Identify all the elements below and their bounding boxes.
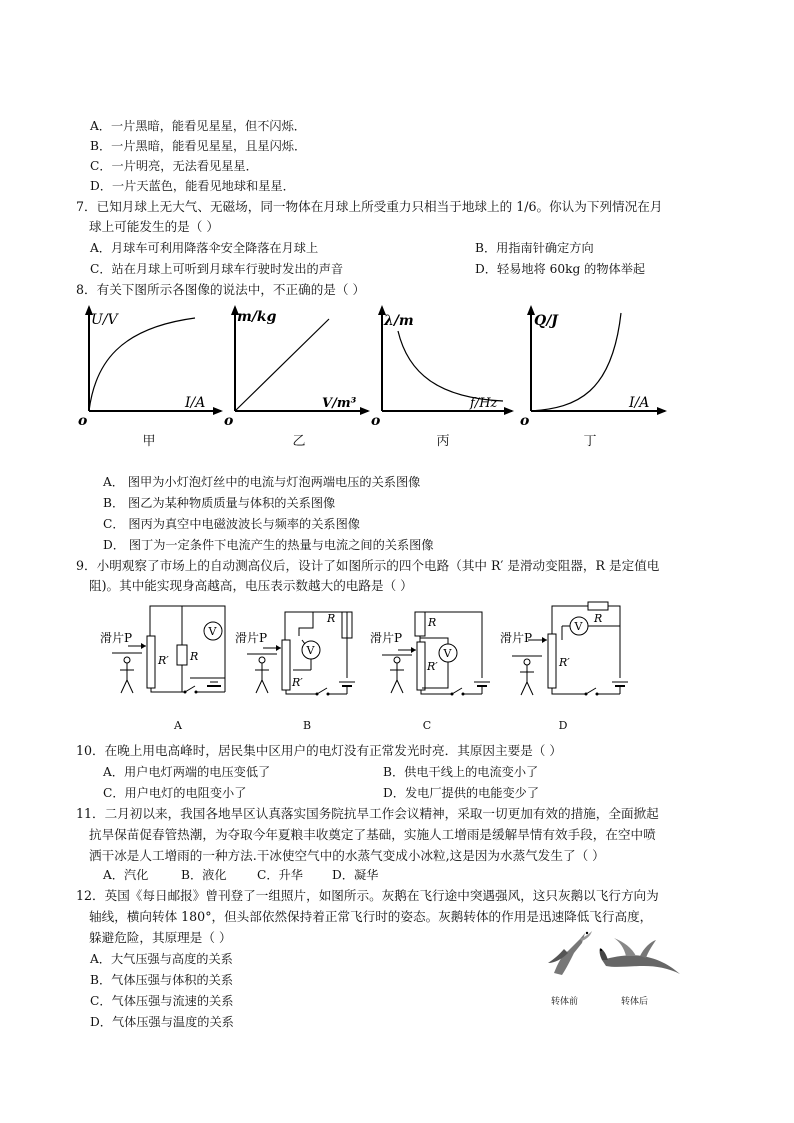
graph-jia-caption: 甲 <box>142 434 156 449</box>
circuit-a-caption: A <box>174 719 182 732</box>
graph-jia-x-label: I/A <box>185 395 206 411</box>
q11-option-d: D．凝华 <box>332 868 379 882</box>
circuit-c-slider: 滑片P <box>370 631 403 645</box>
circuit-b-caption: B <box>302 719 312 732</box>
q11-stem: 11．二月初以来，我国各地旱区认真落实国务院抗旱工作会议精神，采取一切更加有效的措施，全面掀起 <box>76 806 659 821</box>
circuit-d-caption: D <box>558 719 568 732</box>
q10-option-d: D．发电厂提供的电能变少了 <box>383 786 540 800</box>
circuit-d <box>500 600 630 700</box>
q12-option-a: A．大气压强与高度的关系 <box>90 952 233 966</box>
q10-option-c: C．用户电灯的电阻变小了 <box>103 786 247 800</box>
q8-option-d: D． 图丁为一定条件下电流产生的热量与电流之间的关系图像 <box>103 538 434 552</box>
q11-option-b: B．液化 <box>181 868 227 882</box>
q10-stem: 10．在晚上用电高峰时，居民集中区用户的电灯没有正常发光时亮．其原因主要是（ ） <box>76 743 562 758</box>
circuit-a <box>100 600 230 700</box>
graph-bing <box>368 303 516 428</box>
q6-option-d: D．一片天蓝色，能看见地球和星星． <box>90 179 295 193</box>
circuit-b-meter: V <box>306 644 315 657</box>
circuit-c-meter: V <box>443 647 452 660</box>
circuit-b-r: R <box>327 612 336 625</box>
q12-option-c: C．气体压强与流速的关系 <box>90 994 234 1008</box>
graph-ding-origin: o <box>520 413 530 429</box>
graph-yi-x-label: V/m³ <box>322 396 357 411</box>
circuit-a-meter: V <box>208 625 217 638</box>
q10-option-a: A．用户电灯两端的电压变低了 <box>103 765 271 779</box>
q9-stem-cont: 阻)。其中能实现身高越高，电压表示数越大的电路是（ ） <box>89 578 413 593</box>
graph-jia-y-label: U/V <box>91 312 118 328</box>
circuit-d-r: R <box>594 612 603 625</box>
graph-ding-caption: 丁 <box>583 434 597 449</box>
q12-stem-cont1: 轴线，横向转体 180°，但头部依然保持着正常飞行时的姿态。灰鹅转体的作用是迅速降低飞行高度， <box>89 909 653 924</box>
q7-stem-cont: 球上可能发生的是（ ） <box>89 219 219 234</box>
goose-photo-before <box>540 925 600 985</box>
graph-jia <box>75 303 223 428</box>
graph-bing-caption: 丙 <box>436 434 450 449</box>
circuit-d-slider: 滑片P <box>500 631 533 645</box>
q7-option-a: A．月球车可利用降落伞安全降落在月球上 <box>90 241 319 255</box>
q12-option-d: D．气体压强与温度的关系 <box>90 1015 234 1029</box>
graph-yi <box>222 303 370 428</box>
graph-bing-y-label: λ/m <box>384 313 414 329</box>
graph-ding <box>517 303 667 428</box>
goose-caption-before: 转体前 <box>551 997 579 1007</box>
graph-yi-caption: 乙 <box>292 434 306 449</box>
goose-caption-after: 转体后 <box>621 997 649 1007</box>
q8-stem: 8．有关下图所示各图像的说法中，不正确的是（ ） <box>76 282 366 297</box>
q8-option-a: A． 图甲为小灯泡灯丝中的电流与灯泡两端电压的关系图像 <box>103 475 421 489</box>
q7-option-d: D．轻易地将 60kg 的物体举起 <box>475 262 646 276</box>
q6-option-b: B．一片黑暗，能看见星星，且星闪烁． <box>90 139 307 153</box>
q10-option-b: B．供电干线上的电流变小了 <box>383 765 539 779</box>
graph-ding-y-label: Q/J <box>534 313 558 329</box>
graph-yi-origin: o <box>224 413 234 429</box>
q7-option-c: C．站在月球上可听到月球车行驶时发出的声音 <box>90 262 344 276</box>
q7-option-b: B．用指南针确定方向 <box>475 241 594 255</box>
graph-jia-origin: o <box>78 413 88 429</box>
q6-option-a: A．一片黑暗，能看见星星，但不闪烁． <box>90 119 306 133</box>
graph-bing-origin: o <box>371 413 381 429</box>
circuit-c <box>370 600 500 700</box>
q11-option-a: A．汽化 <box>103 868 149 882</box>
q8-option-c: C． 图丙为真空中电磁波波长与频率的关系图像 <box>103 517 360 531</box>
q8-option-b: B． 图乙为某种物质质量与体积的关系图像 <box>103 496 336 510</box>
q12-option-b: B．气体压强与体积的关系 <box>90 973 234 987</box>
goose-photo-after <box>596 930 686 985</box>
q12-stem-cont2: 躲避危险，其原理是（ ） <box>89 930 232 945</box>
graph-bing-x-label: f/Hz <box>470 396 498 411</box>
graph-yi-y-label: m/kg <box>237 309 277 325</box>
q12-stem: 12．英国《每日邮报》曾刊登了一组照片，如图所示。灰鹅在飞行途中突遇强风，这只灰鹅以飞行方向为 <box>76 888 659 903</box>
circuit-d-rprime: R′ <box>559 656 570 669</box>
circuit-a-r: R <box>190 650 199 663</box>
circuit-b <box>235 600 365 700</box>
graph-ding-x-label: I/A <box>629 395 650 411</box>
circuit-a-rprime: R′ <box>158 654 169 667</box>
q9-stem: 9．小明观察了市场上的自动测高仪后，设计了如图所示的四个电路（其中 R′ 是滑动变阻器，R 是定值电 <box>76 558 660 573</box>
circuit-c-r: R <box>428 616 437 629</box>
circuit-d-meter: V <box>574 620 583 633</box>
q11-option-c: C．升华 <box>257 868 303 882</box>
q7-stem: 7．已知月球上无大气、无磁场，同一物体在月球上所受重力只相当于地球上的 1/6。你认为下列情况在月 <box>76 199 663 214</box>
circuit-c-caption: C <box>422 719 432 732</box>
circuit-b-rprime: R′ <box>292 676 303 689</box>
circuit-c-rprime: R′ <box>427 660 438 673</box>
q11-stem-cont2: 洒干冰是人工增雨的一种方法.干冰使空气中的水蒸气变成小冰粒,这是因为水蒸气发生了（ ） <box>89 848 605 863</box>
q11-stem-cont1: 抗旱保苗促春管热潮，为夺取今年夏粮丰收奠定了基础，实施人工增雨是缓解旱情有效手段，在空中喷 <box>89 827 656 842</box>
circuit-b-slider: 滑片P <box>235 631 268 645</box>
q6-option-c: C．一片明亮，无法看见星星． <box>90 159 258 173</box>
circuit-a-slider: 滑片P <box>100 631 133 645</box>
